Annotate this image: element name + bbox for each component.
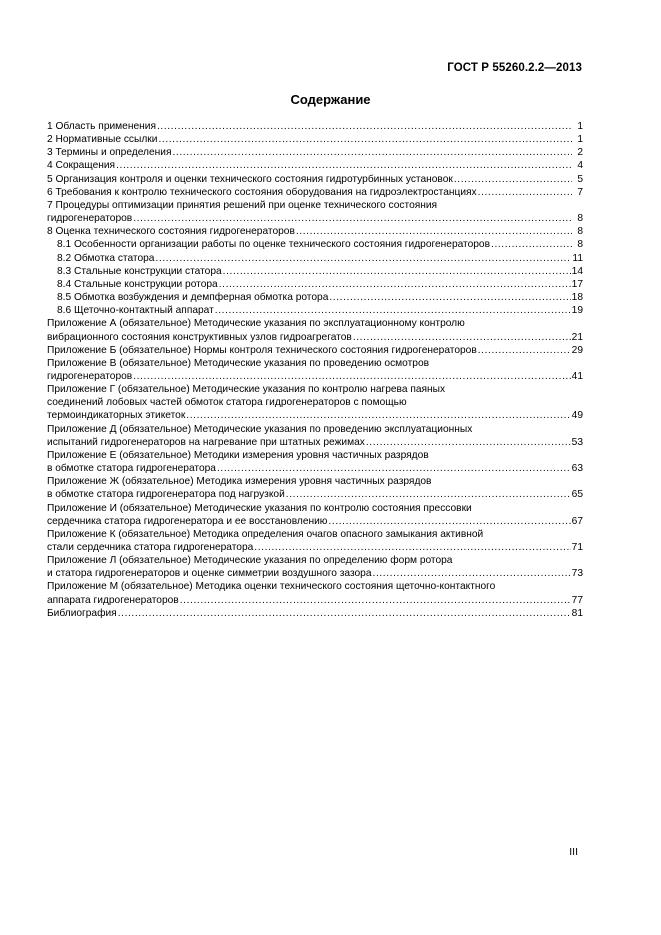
toc-page-number: 71 — [571, 542, 583, 553]
toc-entry — [47, 238, 583, 251]
toc-entry-text: 8.3 Стальные конструкции статора — [57, 265, 222, 277]
toc-page-number: 1 — [577, 121, 583, 132]
toc-entry-text: соединений лобовых частей обмоток статора гидрогенераторов с помощью — [47, 397, 407, 409]
toc-page-number: 5 — [577, 173, 583, 185]
toc-page-number: 81 — [571, 607, 583, 619]
toc-page-number: 18 — [571, 292, 583, 304]
toc-entry — [47, 528, 583, 554]
toc-entry-text: сердечника статора гидрогенератора и ее восстановлению — [47, 515, 328, 527]
toc-entry-text: Приложение И (обязательное) Методические указания по контролю состояния прессовки — [47, 502, 472, 514]
toc-entry — [47, 120, 583, 133]
document-code: ГОСТ Р 55260.2.2—2013 — [447, 62, 582, 74]
toc-entry — [47, 186, 583, 199]
toc-entry-text: Приложение К (обязательное) Методика определения очагов опасного замыкания активной — [47, 528, 484, 540]
dot-leader — [296, 225, 572, 238]
toc-entry-text: 5 Организация контроля и оценки технического состояния гидротурбинных установок — [47, 173, 453, 185]
dot-leader — [454, 173, 572, 186]
toc-entry — [47, 199, 583, 225]
toc-entry — [47, 580, 583, 606]
toc-entry-text: стали сердечника статора гидрогенератора — [47, 542, 254, 553]
page-number: III — [569, 846, 578, 858]
toc-entry-text: гидрогенераторов — [47, 370, 133, 382]
dot-leader — [491, 238, 572, 251]
toc-entry-text: аппарата гидрогенераторов — [47, 594, 179, 606]
toc-page-number: 53 — [571, 436, 583, 448]
toc-page-number: 29 — [571, 344, 583, 356]
toc-page-number: 14 — [571, 265, 583, 277]
toc-entry-text: 8.4 Стальные конструкции ротора — [57, 278, 218, 290]
toc-entry — [47, 554, 583, 580]
dot-leader — [186, 409, 570, 422]
dot-leader — [373, 567, 571, 580]
dot-leader — [286, 488, 571, 501]
toc-page-number: 1 — [577, 134, 583, 146]
dot-leader — [366, 436, 571, 449]
dot-leader — [217, 462, 571, 475]
dot-leader — [219, 278, 571, 291]
toc-page-number: 41 — [571, 370, 583, 382]
toc-entry-text: Приложение Е (обязательное) Методики измерения уровня частичных разрядов — [47, 449, 429, 461]
toc-entry — [47, 383, 583, 422]
toc-entry-text: и статора гидрогенераторов и оценке симметрии воздушного зазора — [47, 568, 372, 580]
dot-leader — [116, 159, 572, 172]
dot-leader — [133, 370, 570, 383]
toc-entry — [47, 265, 583, 278]
toc-entry — [47, 317, 583, 343]
dot-leader — [328, 515, 570, 528]
toc-entry — [47, 278, 583, 291]
toc-entry — [47, 357, 583, 383]
toc-entry-text: Приложение М (обязательное) Методика оценки технического состояния щеточно-контактного — [47, 581, 496, 593]
toc-entry — [47, 173, 583, 186]
toc-entry-text: Приложение В (обязательное) Методические указания по проведению осмотров — [47, 357, 430, 369]
page-title: Содержание — [290, 92, 371, 107]
toc-entry-text: 8 Оценка технического состояния гидрогенераторов — [47, 226, 295, 238]
toc-entry — [47, 502, 583, 528]
toc-entry-text: Приложение Г (обязательное) Методические указания по контролю нагрева паяных — [47, 384, 446, 396]
dot-leader — [180, 594, 571, 607]
toc-entry — [47, 291, 583, 304]
toc-entry-text: 8.6 Щеточно-контактный аппарат — [57, 305, 214, 317]
toc-page-number: 21 — [571, 331, 583, 343]
toc-entry — [47, 304, 583, 317]
toc-entry — [47, 475, 583, 501]
toc-entry — [47, 344, 583, 357]
toc-entry-text: 1 Область применения — [47, 121, 156, 132]
toc-entry — [47, 146, 583, 159]
toc-entry-text: 2 Нормативные ссылки — [47, 134, 158, 146]
toc-entry-text: 8.1 Особенности организации работы по оценке технического состояния гидрогенераторов — [57, 239, 491, 251]
dot-leader — [353, 331, 571, 344]
toc-entry-text: 4 Сокращения — [47, 160, 116, 172]
toc-entry — [47, 159, 583, 172]
toc-page-number: 65 — [571, 489, 583, 501]
toc-page-number: 67 — [571, 515, 583, 527]
toc-entry — [47, 252, 583, 265]
toc-entry-text: Приложение Ж (обязательное) Методика измерения уровня частичных разрядов — [47, 476, 432, 488]
toc-entry-text: 6 Требования к контролю технического состояния оборудования на гидроэлектростанциях — [47, 186, 477, 198]
toc-entry-text: Библиография — [47, 607, 117, 619]
toc-entry-text: Приложение А (обязательное) Методические указания по эксплуатационному контролю — [47, 318, 465, 330]
dot-leader — [155, 252, 571, 265]
toc-entry — [47, 133, 583, 146]
toc-entry-text: Приложение Л (обязательное) Методические указания по определению форм ротора — [47, 555, 453, 567]
toc-entry-text: 3 Термины и определения — [47, 147, 172, 159]
toc-page-number: 77 — [571, 594, 583, 606]
dot-leader — [254, 541, 570, 554]
toc-page-number: 7 — [577, 186, 583, 198]
dot-leader — [478, 344, 571, 357]
toc-entry-text: 8.2 Обмотка статора — [57, 252, 155, 264]
dot-leader — [133, 212, 572, 225]
toc-entry-text: вибрационного состояния конструктивных узлов гидроагрегатов — [47, 331, 352, 343]
toc-entry-text: испытаний гидрогенераторов на нагревание при штатных режимах — [47, 436, 365, 448]
dot-leader — [157, 120, 572, 133]
toc-page-number: 8 — [577, 239, 583, 251]
toc-page-number: 4 — [577, 160, 583, 172]
toc-entry — [47, 225, 583, 238]
toc-page-number: 19 — [571, 305, 583, 317]
toc-entry — [47, 423, 583, 449]
dot-leader — [329, 291, 570, 304]
toc-entry — [47, 449, 583, 475]
toc-entry-text: 7 Процедуры оптимизации принятия решений при оценке технического состояния — [47, 199, 438, 211]
toc-entry-text: 8.5 Обмотка возбуждения и демпферная обмотка ротора — [57, 292, 329, 304]
toc-page-number: 49 — [571, 410, 583, 422]
toc-page-number: 63 — [571, 463, 583, 475]
toc-entry-text: в обмотке статора гидрогенератора — [47, 463, 216, 475]
dot-leader — [215, 304, 571, 317]
toc-entry-text: Приложение Д (обязательное) Методические указания по проведению эксплуатационных — [47, 423, 473, 435]
toc-entry-text: термоиндикаторных этикеток — [47, 410, 186, 422]
toc-entry — [47, 607, 583, 620]
table-of-contents — [47, 120, 583, 620]
toc-entry-text: гидрогенераторов — [47, 213, 133, 225]
dot-leader — [158, 133, 572, 146]
toc-page-number: 11 — [572, 252, 583, 264]
dot-leader — [223, 265, 571, 278]
toc-page-number: 2 — [577, 147, 583, 159]
toc-page-number: 73 — [571, 568, 583, 580]
toc-page-number: 17 — [571, 278, 583, 290]
dot-leader — [478, 186, 572, 199]
dot-leader — [118, 607, 571, 620]
dot-leader — [172, 146, 572, 159]
toc-entry-text: Приложение Б (обязательное) Нормы контроля технического состояния гидрогенераторов — [47, 344, 477, 356]
toc-page-number: 8 — [577, 226, 583, 238]
toc-page-number: 8 — [577, 213, 583, 225]
toc-entry-text: в обмотке статора гидрогенератора под нагрузкой — [47, 489, 285, 501]
